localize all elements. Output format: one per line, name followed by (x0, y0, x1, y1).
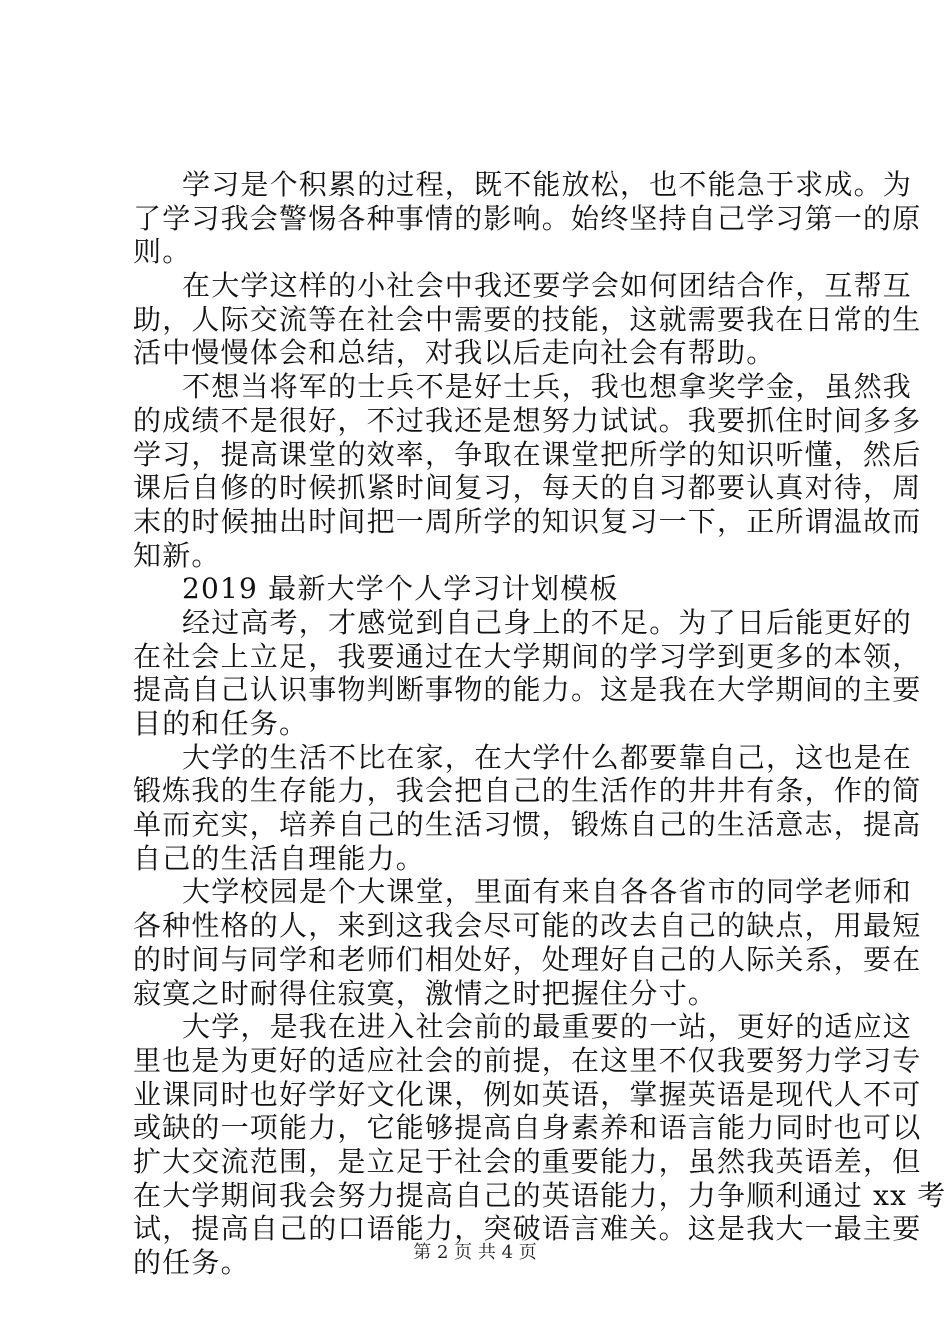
text-line: 的成绩不是很好，不过我还是想努力试试。我要抓住时间多多 (133, 403, 922, 437)
text-line: 寂寞之时耐得住寂寞，激情之时把握住分寸。 (133, 976, 718, 1010)
text-line: 扩大交流范围，是立足于社会的重要能力，虽然我英语差，但 (133, 1144, 922, 1178)
text-line: 锻炼我的生存能力，我会把自己的生活作的井井有条，作的简 (133, 774, 922, 808)
text-line: 学习，提高课堂的效率，争取在课堂把所学的知识听懂，然后 (133, 437, 922, 471)
text-line: 了学习我会警惕各种事情的影响。始终坚持自己学习第一的原 (133, 201, 922, 235)
text-line: 的任务。 (133, 1246, 250, 1279)
text-line: 助，人际交流等在社会中需要的技能，这就需要我在日常的生 (133, 302, 922, 336)
text-line: 则。 (133, 235, 192, 269)
text-line: 经过高考，才感觉到自己身上的不足。为了日后能更好的 (182, 605, 913, 639)
text-line: 的时间与同学和老师们相处好，处理好自己的人际关系，要在 (133, 942, 922, 976)
text-line: 目的和任务。 (133, 707, 309, 740)
text-line: 大学的生活不比在家，在大学什么都要靠自己，这也是在 (182, 740, 913, 774)
text-line: 各种性格的人，来到这我会尽可能的改去自己的缺点，用最短 (133, 909, 922, 943)
text-line: 单而充实，培养自己的生活习惯，锻炼自己的生活意志，提高 (133, 808, 922, 842)
text-line: 里也是为更好的适应社会的前提，在这里不仅我要努力学习专 (133, 1043, 922, 1077)
text-line: 试，提高自己的口语能力，突破语言难关。这是我大一最主要 (133, 1212, 922, 1246)
text-line: 活中慢慢体会和总结，对我以后走向社会有帮助。 (133, 336, 776, 370)
text-line: 在大学这样的小社会中我还要学会如何团结合作，互帮互 (182, 269, 913, 303)
text-line: 不想当将军的士兵不是好士兵，我也想拿奖学金，虽然我 (182, 370, 913, 404)
text-line: 在大学期间我会努力提高自己的英语能力，力争顺利通过 xx 考 (133, 1178, 947, 1212)
document-body (133, 168, 947, 1280)
text-line: 大学校园是个大课堂，里面有来自各各省市的同学老师和 (182, 875, 913, 909)
page-footer: 第 2 页 共 4 页 (413, 1242, 537, 1263)
text-line: 2019 最新大学个人学习计划模板 (182, 572, 619, 606)
text-line: 大学，是我在进入社会前的最重要的一站，更好的适应这 (182, 1010, 913, 1044)
text-line: 或缺的一项能力，它能够提高自身素养和语言能力同时也可以 (133, 1111, 922, 1145)
text-line: 业课同时也好学好文化课，例如英语，掌握英语是现代人不可 (133, 1077, 922, 1111)
text-line: 知新。 (133, 538, 221, 572)
text-line: 课后自修的时候抓紧时间复习，每天的自习都要认真对待，周 (133, 471, 922, 505)
text-line: 学习是个积累的过程，既不能放松，也不能急于求成。为 (182, 168, 913, 201)
text-line: 在社会上立足，我要通过在大学期间的学习学到更多的本领， (133, 639, 922, 673)
text-line: 提高自己认识事物判断事物的能力。这是我在大学期间的主要 (133, 673, 922, 707)
text-line: 自己的生活自理能力。 (133, 841, 426, 875)
text-line: 末的时候抽出时间把一周所学的知识复习一下，正所谓温故而 (133, 504, 922, 538)
